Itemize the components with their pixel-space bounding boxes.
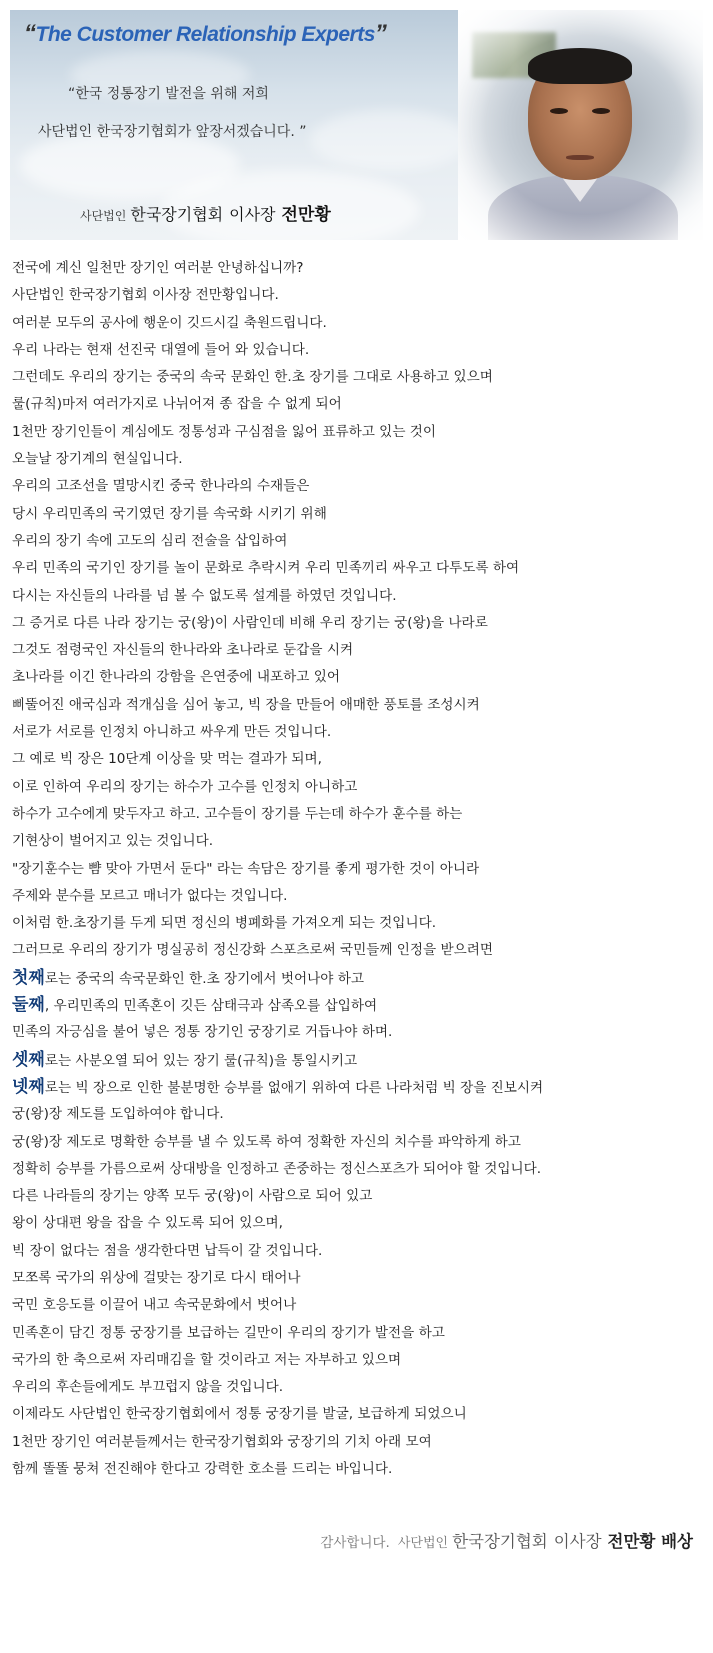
- letter-line: [12, 391, 702, 418]
- ordinal-highlight: 셋째: [12, 1049, 45, 1070]
- letter-line-text: 왕이 상대편 왕을 잡을 수 있도록 되어 있으며,: [12, 1215, 283, 1232]
- letter-line: [12, 1265, 702, 1292]
- letter-line-text: 우리 나라는 현재 선진국 대열에 들어 와 있습니다.: [12, 341, 310, 358]
- banner-quote-line-2: 사단법인 한국장기협회가 앞장서겠습니다. ”: [38, 124, 307, 140]
- letter-line: [12, 1210, 702, 1237]
- letter-line: [12, 1156, 702, 1183]
- letter-line-text: 국가의 한 축으로써 자리매김을 할 것이라고 저는 자부하고 있으며: [12, 1351, 402, 1368]
- letter-line: [12, 255, 702, 282]
- letter-line: [12, 1456, 702, 1483]
- letter-line-text: 전국에 계신 일천만 장기인 여러분 안녕하십니까?: [12, 260, 304, 276]
- close-quote: ”: [374, 20, 387, 47]
- letter-line-text: 함께 똘똘 뭉쳐 전진해야 한다고 강력한 호소를 드리는 바입니다.: [12, 1461, 393, 1478]
- letter-line-text: 다시는 자신들의 나라를 넘 볼 수 없도록 설계를 하였던 것입니다.: [12, 587, 397, 604]
- letter-line: [12, 992, 702, 1019]
- closing-signature: [320, 1528, 693, 1552]
- photo-vignette: [458, 10, 703, 240]
- ordinal-highlight: 첫째: [12, 967, 45, 988]
- letter-line: [12, 937, 702, 964]
- letter-line-text: 룰(규칙)마저 여러가지로 나뉘어져 종 잡을 수 없게 되어: [12, 396, 342, 413]
- letter-line: [12, 856, 702, 883]
- letter-line: [12, 1238, 702, 1265]
- letter-line-text: 민족의 자긍심을 불어 넣은 정통 장기인 궁장기로 거듭나야 하며.: [12, 1024, 393, 1041]
- letter-line-text: 로는 중국의 속국문화인 한.초 장기에서 벗어나야 하고: [44, 970, 364, 987]
- letter-line-text: 모쪼록 국가의 위상에 걸맞는 장기로 다시 태어나: [12, 1269, 301, 1286]
- letter-line: [12, 965, 702, 992]
- letter-line: [12, 1292, 702, 1319]
- letter-line: [12, 746, 702, 773]
- letter-line-text: 민족혼이 담긴 정통 궁장기를 보급하는 길만이 우리의 장기가 발전을 하고: [12, 1324, 445, 1341]
- letter-line: [12, 446, 702, 473]
- letter-line: [12, 664, 702, 691]
- letter-line-text: 그 증거로 다른 나라 장기는 궁(왕)이 사람인데 비해 우리 장기는 궁(왕)을 나라로: [12, 614, 488, 631]
- letter-line: [12, 1320, 702, 1347]
- banner-signature: [80, 200, 331, 225]
- banner-quote-line-1: “한국 정통장기 발전을 위해 저희: [68, 86, 269, 102]
- letter-line: [12, 828, 702, 855]
- letter-line-text: 로는 빅 장으로 인한 불분명한 승부를 없애기 위하여 다른 나라처럼 빅 장을 진보시켜: [44, 1079, 544, 1096]
- letter-line: [12, 1074, 702, 1101]
- letter-line-text: 그러므로 우리의 장기가 명실공히 정신강화 스포츠로써 국민들께 인정을 받으려면: [12, 942, 494, 959]
- letter-line: [12, 337, 702, 364]
- letter-line-text: 그것도 점령국인 자신들의 한나라와 초나라로 둔갑을 시켜: [12, 642, 354, 659]
- motto-heading: [24, 20, 386, 48]
- letter-line: [12, 1183, 702, 1210]
- thanks-text: 감사합니다.: [320, 1535, 390, 1551]
- letter-line: [12, 692, 702, 719]
- position-title: 이사장: [229, 205, 276, 224]
- letter-line-text: 우리의 후손들에게도 부끄럽지 않을 것입니다.: [12, 1379, 284, 1396]
- president-name: 전만황: [281, 205, 331, 225]
- org-name: 한국장기협회: [130, 205, 224, 224]
- letter-line-text: 오늘날 장기계의 현실입니다.: [12, 451, 183, 468]
- letter-line-text: 국민 호응도를 이끌어 내고 속국문화에서 벗어나: [12, 1297, 297, 1314]
- letter-line: [12, 774, 702, 801]
- letter-line-text: 그런데도 우리의 장기는 중국의 속국 문화인 한.초 장기를 그대로 사용하고 있으며: [12, 369, 493, 386]
- letter-line: [12, 310, 702, 337]
- letter-line-text: 우리의 장기 속에 고도의 심리 전술을 삽입하여: [12, 532, 288, 549]
- letter-line-text: 하수가 고수에게 맞두자고 하고. 고수들이 장기를 두는데 하수가 훈수를 하는: [12, 805, 463, 822]
- letter-line: [12, 1429, 702, 1456]
- letter-line-text: 빅 장이 없다는 점을 생각한다면 납득이 갈 것입니다.: [12, 1242, 323, 1259]
- portrait-photo: [458, 10, 703, 240]
- letter-line-text: 이처럼 한.초장기를 두게 되면 정신의 병폐화를 가져오게 되는 것입니다.: [12, 915, 437, 932]
- letter-line-text: , 우리민족의 민족혼이 깃든 삼태극과 삼족오를 삽입하여: [44, 998, 378, 1015]
- letter-line-text: 1천만 장기인 여러분들께서는 한국장기협회와 궁장기의 기치 아래 모여: [12, 1433, 432, 1450]
- letter-line-text: 초나라를 이긴 한나라의 강함을 은연중에 내포하고 있어: [12, 669, 340, 686]
- letter-line: [12, 528, 702, 555]
- letter-line: [12, 1101, 702, 1128]
- letter-line-text: 사단법인 한국장기협회 이사장 전만황입니다.: [12, 287, 279, 304]
- org-prefix: 사단법인: [397, 1536, 449, 1551]
- ordinal-highlight: 둘째: [12, 995, 45, 1016]
- position-title: 이사장: [553, 1532, 602, 1551]
- letter-line-text: 궁(왕)장 제도로 명확한 승부를 낼 수 있도록 하여 정확한 자신의 치수를 파악하게 하고: [12, 1133, 521, 1150]
- letter-line: [12, 719, 702, 746]
- letter-line: [12, 364, 702, 391]
- letter-line: [12, 1374, 702, 1401]
- letter-line-text: 이로 인하여 우리의 장기는 하수가 고수를 인정치 아니하고: [12, 778, 358, 795]
- letter-line-text: 여러분 모두의 공사에 행운이 깃드시길 축원드립니다.: [12, 314, 327, 331]
- letter-line: [12, 801, 702, 828]
- letter-line: [12, 637, 702, 664]
- letter-line-text: 삐뚤어진 애국심과 적개심을 심어 놓고, 빅 장을 만들어 애매한 풍토를 조성시켜: [12, 696, 480, 713]
- letter-line: [12, 473, 702, 500]
- letter-line-text: 주제와 분수를 모르고 매너가 없다는 것입니다.: [12, 887, 288, 904]
- letter-line-text: 다른 나라들의 장기는 양쪽 모두 궁(왕)이 사람으로 되어 있고: [12, 1188, 373, 1205]
- letter-line-text: 정확히 승부를 가름으로써 상대방을 인정하고 존중하는 정신스포츠가 되어야 할 것입니다.: [12, 1160, 542, 1177]
- letter-line-text: 서로가 서로를 인정치 아니하고 싸우게 만든 것입니다.: [12, 724, 332, 741]
- letter-line-text: 우리의 고조선을 멸망시킨 중국 한나라의 수재들은: [12, 478, 310, 495]
- letter-line: [12, 583, 702, 610]
- letter-line: [12, 282, 702, 309]
- letter-line: [12, 1347, 702, 1374]
- letter-line: [12, 501, 702, 528]
- org-name: 한국장기협회: [452, 1532, 548, 1551]
- letter-line-text: 그 예로 빅 장은 10단계 이상을 맞 먹는 결과가 되며,: [12, 751, 323, 768]
- letter-line-text: 1천만 장기인들이 계심에도 정통성과 구심점을 잃어 표류하고 있는 것이: [12, 423, 437, 440]
- letter-line-text: 기현상이 벌어지고 있는 것입니다.: [12, 833, 214, 850]
- org-prefix: 사단법인: [80, 209, 127, 223]
- letter-line: [12, 1047, 702, 1074]
- letter-line: [12, 419, 702, 446]
- letter-body: [12, 255, 702, 1483]
- cloud-decoration: [310, 110, 470, 170]
- letter-line-text: 궁(왕)장 제도를 도입하여야 합니다.: [12, 1106, 224, 1123]
- letter-line-text: 이제라도 사단법인 한국장기협회에서 정통 궁장기를 발굴, 보급하게 되었으니: [12, 1406, 467, 1423]
- letter-line-text: 당시 우리민족의 국기였던 장기를 속국화 시키기 위해: [12, 505, 327, 522]
- ordinal-highlight: 넷째: [12, 1076, 45, 1097]
- letter-line-text: 우리 민족의 국기인 장기를 놀이 문화로 추락시켜 우리 민족끼리 싸우고 다투도록 하여: [12, 560, 520, 577]
- letter-line: [12, 883, 702, 910]
- letter-line: [12, 1401, 702, 1428]
- letter-line: [12, 555, 702, 582]
- letter-line-text: 로는 사분오열 되어 있는 장기 룰(규칙)을 통일시키고: [44, 1052, 358, 1069]
- letter-line: [12, 910, 702, 937]
- letter-line: [12, 1019, 702, 1046]
- letter-line: [12, 610, 702, 637]
- open-quote: “: [24, 20, 36, 47]
- letter-line: [12, 1129, 702, 1156]
- letter-line-text: "장기훈수는 뺨 맞아 가면서 둔다" 라는 속담은 장기를 좋게 평가한 것이 아니라: [12, 860, 480, 877]
- president-name-closing: 전만황 배상: [607, 1532, 693, 1551]
- motto-text: The Customer Relationship Experts: [35, 23, 375, 46]
